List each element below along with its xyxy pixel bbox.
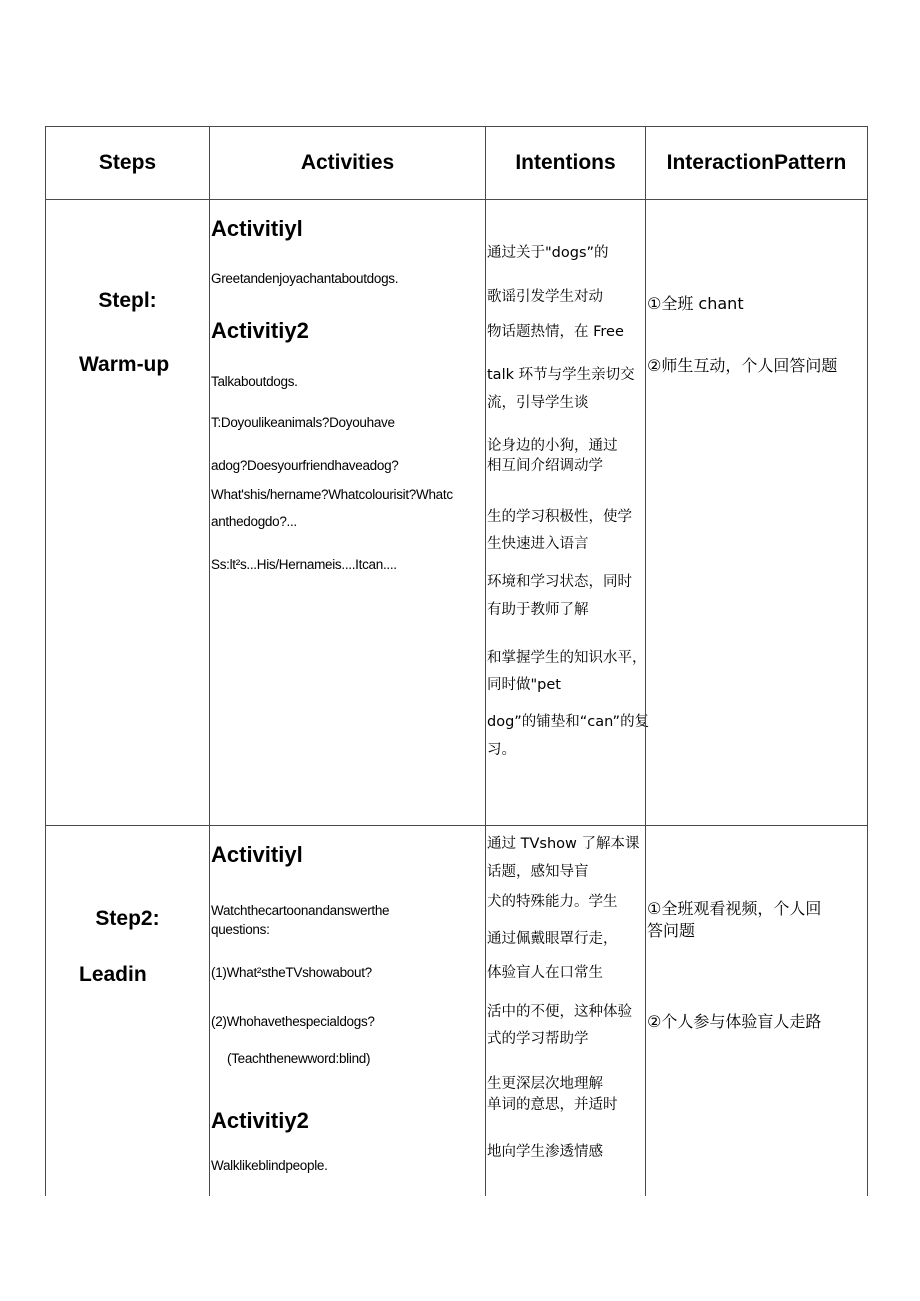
interaction-line: ①全班 chant — [647, 294, 744, 313]
intention-line: 生更深层次地理解 — [487, 1076, 603, 1092]
intention-line: 话题，感知导盲 — [487, 864, 589, 880]
activity-line: Greetandenjoyachantaboutdogs. — [211, 271, 399, 286]
activity-line: What'shis/hername?Whatcolourisit?Whatc — [211, 487, 453, 502]
intention-line: 环境和学习状态，同时 — [487, 574, 632, 590]
intention-line: 生的学习积极性，使学 — [487, 509, 632, 525]
row1-intentions-cell — [485, 199, 650, 825]
activity-line: adog?Doesyourfriendhaveadog? — [211, 458, 399, 473]
header-steps: Steps — [98, 151, 157, 174]
header-intentions: Intentions — [515, 151, 616, 174]
activity-title: Activitiyl — [211, 842, 303, 867]
interaction-line: ②个人参与体验盲人走路 — [647, 1012, 822, 1031]
intention-line: 同时做"pet — [487, 677, 561, 693]
intention-line: 和掌握学生的知识水平， — [487, 650, 647, 666]
intention-line: 活中的不便，这种体验 — [487, 1004, 632, 1020]
row2-step-cell — [45, 825, 209, 1196]
activity-line: (2)Whohavethespecialdogs? — [211, 1014, 375, 1029]
activity-title: Activitiyl — [211, 216, 303, 241]
header-interaction-cell — [645, 126, 868, 199]
intention-line: 流，引导学生谈 — [487, 395, 589, 411]
intention-line: 地向学生渗透情感 — [487, 1144, 603, 1160]
header-interaction: InteractionPattern — [666, 151, 847, 174]
intention-line: 有助于教师了解 — [487, 602, 589, 618]
intention-line: 论身边的小狗，通过 — [487, 438, 618, 454]
activity-line: Talkaboutdogs. — [211, 374, 298, 389]
intention-line: 歌谣引发学生对动 — [487, 289, 603, 305]
activity-line: (Teachthenewword:blind) — [227, 1051, 371, 1066]
activity-title: Activitiy2 — [211, 318, 309, 343]
intention-line: 通过佩戴眼罩行走， — [487, 931, 618, 947]
intention-line: 相互间介绍调动学 — [487, 458, 603, 474]
row2-interaction-cell — [645, 825, 868, 1196]
row1-step-cell — [45, 199, 209, 825]
activity-line: T:Doyoulikeanimals?Doyouhave — [211, 415, 395, 430]
intention-line: dog”的铺垫和“can”的复 — [487, 714, 650, 730]
intention-line: talk 环节与学生亲切交 — [487, 367, 635, 383]
header-steps-cell — [45, 126, 209, 199]
interaction-line: ②师生互动，个人回答问题 — [647, 356, 838, 375]
header-activities-cell — [209, 126, 485, 199]
step-label: Stepl: — [98, 289, 157, 312]
step-name: Warm-up — [79, 353, 170, 376]
row2-activities-cell — [209, 825, 485, 1196]
step-name: Leadin — [79, 963, 147, 986]
intention-line: 单词的意思，并适时 — [487, 1097, 618, 1113]
activity-line: Walklikeblindpeople. — [211, 1158, 328, 1173]
activity-line: anthedogdo?... — [211, 514, 297, 529]
interaction-line: ①全班观看视频，个人回 — [647, 899, 822, 918]
row1-interaction-cell — [645, 199, 868, 825]
interaction-line: 答问题 — [647, 921, 696, 940]
intention-line: 习。 — [487, 742, 516, 758]
intention-line: 式的学习帮助学 — [487, 1031, 589, 1047]
intention-line: 通过关于"dogs”的 — [487, 245, 609, 261]
activity-title: Activitiy2 — [211, 1108, 309, 1133]
row2-intentions-cell — [485, 825, 645, 1196]
activity-line: Ss:lt²s...His/Hernameis....Itcan.... — [211, 557, 397, 572]
intention-line: 物话题热情，在 Free — [487, 324, 624, 340]
activity-line: questions: — [211, 922, 270, 937]
activity-line: (1)What²stheTVshowabout? — [211, 965, 372, 980]
header-activities: Activities — [300, 151, 395, 174]
activity-line: Watchthecartoonandanswerthe — [211, 903, 390, 918]
step-label: Step2: — [95, 907, 160, 930]
intention-line: 体验盲人在口常生 — [487, 965, 603, 981]
intention-line: 通过 TVshow 了解本课 — [487, 836, 640, 852]
intention-line: 生快速进入语言 — [487, 536, 589, 552]
header-intentions-cell — [485, 126, 645, 199]
intention-line: 犬的特殊能力。学生 — [487, 894, 618, 910]
row1-activities-cell — [209, 199, 485, 825]
